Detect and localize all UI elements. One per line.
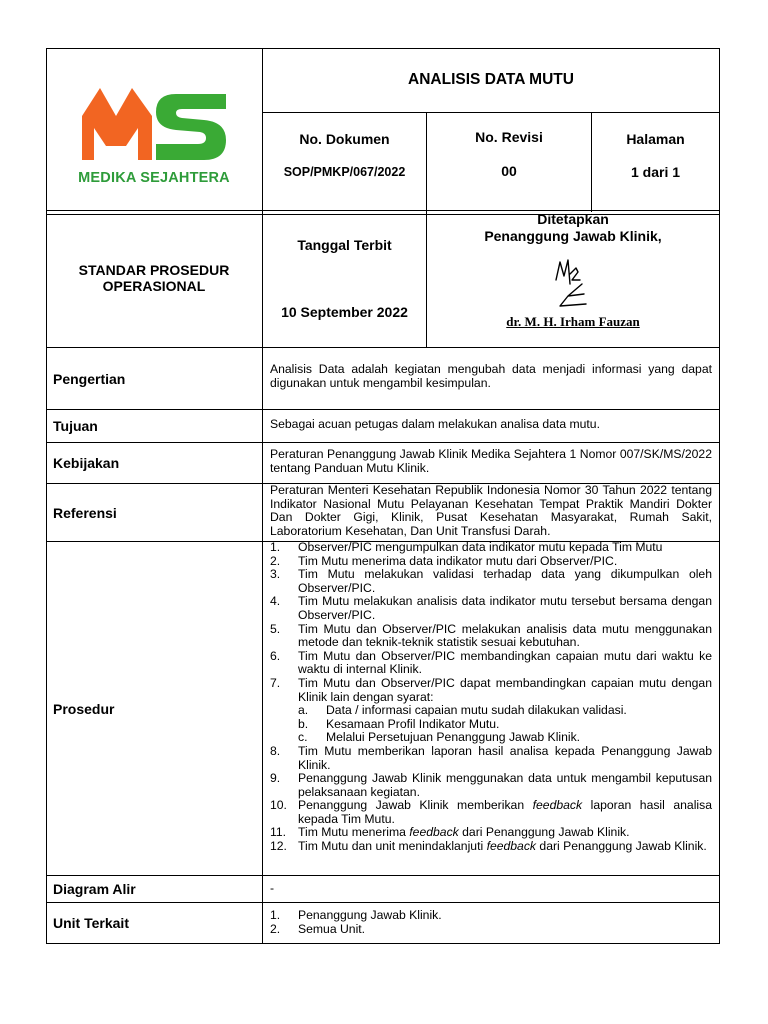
procedure-step: 7. Tim Mutu dan Observer/PIC dapat membandingkan capaian mutu dengan Klinik lain dengan syarat: a. Data / informasi capaian mutu sudah dilakukan validasi. b. Kesamaan Profil Indikator Mutu. c. Melalui Persetujuan Penanggung Jawab Klinik.: [270, 675, 712, 745]
signature-icon: [546, 254, 596, 312]
clinic-logo: [78, 70, 230, 195]
section-text-referensi: Peraturan Menteri Kesehatan Republik Indonesia Nomor 30 Tahun 2022 tentang Indikator Nasional Mutu Pelayanan Kesehatan Tempat Praktik Mandiri Dokter Dan Dokter Gigi, Klinik, Pusat Kesehatan Masyarakat, Rumah Sakit, Laboratorium Kesehatan, Dan Unit Transfusi Darah.: [270, 483, 712, 538]
section-label-tujuan: Tujuan: [53, 418, 98, 434]
approved-label: Ditetapkan: [537, 211, 609, 227]
section-label-pengertian: Pengertian: [53, 370, 126, 387]
unit-item: 1. Penanggung Jawab Klinik.: [270, 908, 442, 922]
procedure-step: 6. Tim Mutu dan Observer/PIC membandingkan capaian mutu dari waktu ke waktu di internal Klinik.: [270, 648, 712, 677]
procedure-sub-step: a. Data / informasi capaian mutu sudah dilakukan validasi.: [298, 703, 627, 718]
procedure-step: 1. Observer/PIC mengumpulkan data indikator mutu kepada Tim Mutu: [270, 540, 663, 554]
section-text-kebijakan: Peraturan Penanggung Jawab Klinik Medika Sejahtera 1 Nomor 007/SK/MS/2022 tentang Panduan Mutu Klinik.: [270, 447, 712, 475]
page-value: 1 dari 1: [630, 164, 681, 180]
title-divider: [262, 112, 720, 113]
approver-name: dr. M. H. Irham Fauzan: [506, 314, 640, 329]
section-label-referensi: Referensi: [53, 504, 117, 521]
border-bottom: [46, 943, 720, 944]
section-text-pengertian: Analisis Data adalah kegiatan mengubah data menjadi informasi yang dapat digunakan untuk mengambil kesimpulan.: [270, 362, 712, 390]
procedure-step: 12. Tim Mutu dan unit menindaklanjuti feedback dari Penanggung Jawab Klinik.: [270, 839, 707, 854]
procedure-step: 9. Penanggung Jawab Klinik menggunakan data untuk mengambil keputusan pelaksanaan kegiatan.: [270, 771, 712, 799]
procedure-sub-list: [298, 704, 712, 745]
revision-label: No. Revisi: [475, 129, 543, 145]
section-text-tujuan: Sebagai acuan petugas dalam melakukan analisa data mutu.: [270, 417, 600, 431]
doc-number-label: No. Dokumen: [299, 131, 390, 147]
procedure-step: 3. Tim Mutu melakukan validasi terhadap data yang dikumpulkan oleh Observer/PIC.: [270, 567, 712, 595]
procedure-step: 8. Tim Mutu memberikan laporan hasil analisa kepada Penanggung Jawab Klinik.: [270, 743, 712, 772]
procedure-sub-step: b. Kesamaan Profil Indikator Mutu.: [298, 716, 500, 731]
section-label-diagram-alir: Diagram Alir: [53, 881, 136, 897]
signature: [546, 254, 596, 312]
issue-date-label: Tanggal Terbit: [297, 237, 392, 253]
procedure-step: 5. Tim Mutu dan Observer/PIC melakukan analisis data mutu menggunakan metode dan teknik-teknik statistik sesuai kebutuhan.: [270, 621, 712, 650]
section-text-diagram-alir: -: [270, 881, 275, 895]
procedure-step: 10. Penanggung Jawab Klinik memberikan feedback laporan hasil analisa kepada Tim Mutu.: [270, 798, 712, 826]
doc-number-value: SOP/PMKP/067/2022: [283, 165, 406, 179]
sop-label: STANDAR PROSEDUR OPERASIONAL: [78, 262, 230, 294]
procedure-list: [263, 541, 719, 854]
revision-value: 00: [501, 163, 517, 179]
procedure-step: 2. Tim Mutu menerima data indikator mutu dari Observer/PIC.: [270, 553, 618, 568]
procedure-sub-step: c. Melalui Persetujuan Penanggung Jawab Klinik.: [298, 730, 581, 745]
logo-text: MEDIKA SEJAHTERA: [78, 170, 230, 186]
section-label-prosedur: Prosedur: [53, 700, 115, 717]
section-label-kebijakan: Kebijakan: [53, 455, 120, 471]
page-label: Halaman: [626, 131, 685, 147]
procedure-step: 4. Tim Mutu melakukan analisis data indikator mutu tersebut bersama dengan Observer/PIC.: [270, 594, 712, 622]
unit-list: [263, 909, 719, 936]
unit-item: 2. Semua Unit.: [270, 921, 366, 936]
approver-role: Penanggung Jawab Klinik,: [484, 228, 662, 244]
issue-date-value: 10 September 2022: [281, 304, 408, 320]
section-label-unit-terkait: Unit Terkait: [53, 915, 129, 931]
sop-document: [46, 48, 720, 944]
procedure-step: 11. Tim Mutu menerima feedback dari Penanggung Jawab Klinik.: [270, 825, 630, 840]
border-right: [719, 48, 720, 944]
document-title: ANALISIS DATA MUTU: [408, 71, 574, 88]
